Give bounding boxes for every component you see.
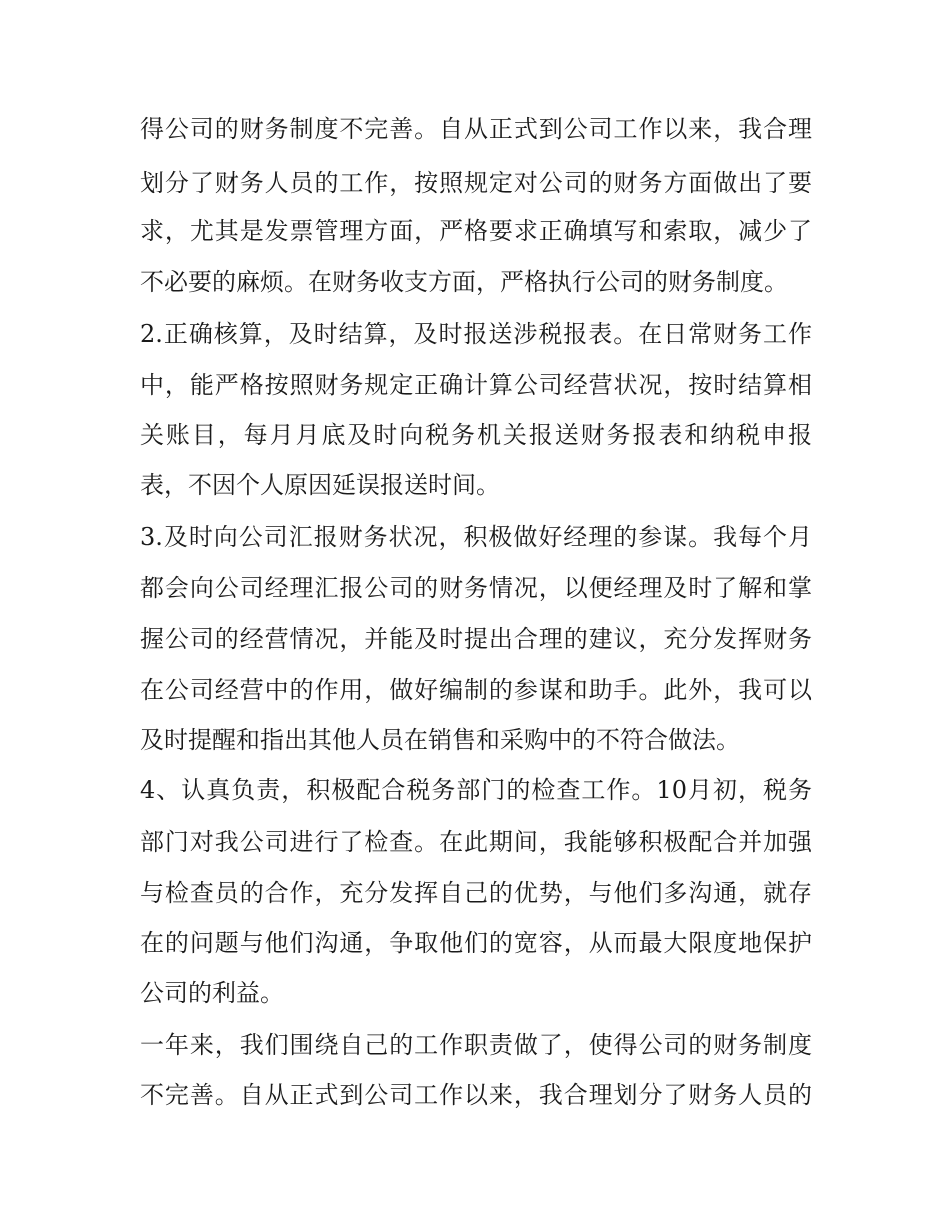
text-line: 划分了财务人员的工作，按照规定对公司的财务方面做出了要 (140, 169, 812, 197)
text-line: 4、认真负责，积极配合税务部门的检查工作。10月初，税务 (140, 776, 812, 804)
text-line: 在公司经营中的作用，做好编制的参谋和助手。此外，我可以 (140, 676, 812, 704)
text-line: 握公司的经营情况，并能及时提出合理的建议，充分发挥财务 (140, 625, 812, 653)
text-line: 部门对我公司进行了检查。在此期间，我能够积极配合并加强 (140, 828, 812, 856)
text-line: 一年来，我们围绕自己的工作职责做了，使得公司的财务制度 (140, 1031, 812, 1059)
text-line: 3.及时向公司汇报财务状况，积极做好经理的参谋。我每个月 (140, 523, 812, 551)
text-line: 关账目，每月月底及时向税务机关报送财务报表和纳税申报 (140, 421, 812, 449)
text-line: 在的问题与他们沟通，争取他们的宽容，从而最大限度地保护 (140, 929, 812, 957)
text-line: 及时提醒和指出其他人员在销售和采购中的不符合做法。 (140, 726, 740, 754)
text-line: 表，不因个人原因延误报送时间。 (140, 471, 500, 499)
text-line: 中，能严格按照财务规定正确计算公司经营状况，按时结算相 (140, 371, 812, 399)
text-line: 公司的利益。 (140, 979, 284, 1007)
text-line: 都会向公司经理汇报公司的财务情况，以便经理及时了解和掌 (140, 574, 812, 602)
text-line: 与检查员的合作，充分发挥自己的优势，与他们多沟通，就存 (140, 879, 812, 907)
text-line: 得公司的财务制度不完善。自从正式到公司工作以来，我合理 (140, 115, 812, 143)
text-line: 2.正确核算，及时结算，及时报送涉税报表。在日常财务工作 (140, 320, 812, 348)
text-line: 不必要的麻烦。在财务收支方面，严格执行公司的财务制度。 (140, 268, 788, 296)
text-line: 求，尤其是发票管理方面，严格要求正确填写和索取，减少了 (140, 217, 812, 245)
text-line: 不完善。自从正式到公司工作以来，我合理划分了财务人员的 (140, 1081, 812, 1109)
